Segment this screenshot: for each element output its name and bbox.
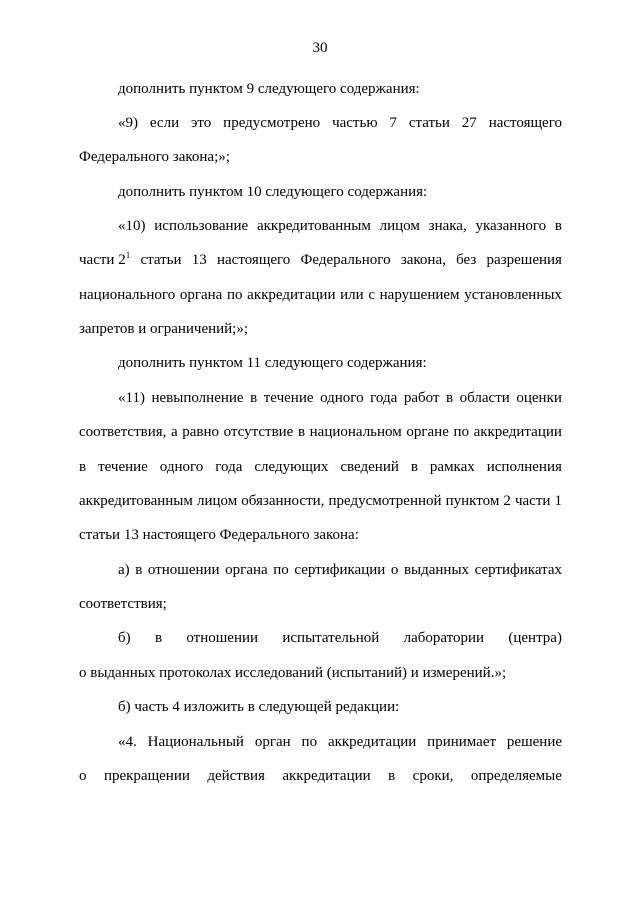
word: рамках	[429, 459, 475, 475]
word: «4.	[118, 734, 137, 750]
word: настоящего	[488, 115, 562, 131]
word: течение	[263, 390, 314, 406]
word: аккредитованным	[256, 218, 371, 234]
word: соответствия,	[79, 424, 167, 440]
word: 2	[503, 493, 511, 509]
word: органа	[179, 287, 223, 303]
paragraph-line: соответствия;	[79, 596, 167, 612]
word: без	[456, 252, 477, 268]
word: года	[215, 459, 243, 475]
word: отсутствие	[223, 424, 294, 440]
word: сроки,	[412, 768, 454, 784]
word: в	[297, 424, 306, 440]
word: органа	[225, 562, 268, 578]
paragraph-line	[79, 423, 562, 441]
paragraph-line: запретов и ограничений;»;	[79, 321, 249, 337]
paragraph-line	[79, 251, 562, 269]
word: если	[149, 115, 180, 131]
paragraph-line	[118, 733, 562, 751]
word: части	[514, 493, 551, 509]
word: указанного	[475, 218, 547, 234]
word: аккредитованным	[79, 493, 193, 509]
word: аккредитации	[282, 768, 371, 784]
word: статьи	[408, 115, 450, 131]
word: одного	[320, 390, 364, 406]
word: национального	[79, 287, 176, 303]
word: года	[370, 390, 398, 406]
word: Национальный	[147, 734, 244, 750]
word: разрешения	[486, 252, 562, 268]
word: а)	[118, 562, 130, 578]
paragraph-line	[118, 629, 562, 647]
word: статьи	[140, 252, 182, 268]
word: прекращении	[103, 768, 190, 784]
word: решение	[506, 734, 562, 750]
paragraph-line	[118, 217, 562, 235]
superscript: 1	[125, 250, 131, 260]
word: отношении	[147, 562, 220, 578]
page-number: 30	[312, 40, 328, 56]
paragraph-line: Федерального закона;»;	[79, 149, 230, 165]
word: по	[301, 734, 318, 750]
word: установленных	[464, 287, 562, 303]
word: следующих	[254, 459, 329, 475]
word: лаборатории	[403, 630, 485, 646]
word: испытательной	[282, 630, 380, 646]
word: предусмотренной	[328, 493, 442, 509]
word: области	[459, 390, 510, 406]
word: в	[410, 459, 418, 475]
word: «11)	[118, 390, 145, 406]
word: сертификатах	[474, 562, 562, 578]
word: по	[226, 287, 243, 303]
paragraph-line	[118, 114, 562, 132]
word: а	[170, 424, 178, 440]
word: течение	[98, 459, 148, 475]
word: использование	[154, 218, 249, 234]
word: о	[79, 768, 87, 784]
word: в	[135, 562, 143, 578]
word: аккредитации	[473, 424, 562, 440]
word: сертификации	[294, 562, 386, 578]
paragraph-line: статьи 13 настоящего Федерального закона:	[79, 527, 359, 543]
word: орган	[254, 734, 291, 750]
word: о	[390, 562, 399, 578]
word: знака,	[428, 218, 467, 234]
word: с	[368, 287, 375, 303]
word: частью	[332, 115, 378, 131]
word: невыполнение	[151, 390, 244, 406]
word: национальном	[309, 424, 402, 440]
word: в	[446, 390, 454, 406]
word: оценки	[516, 390, 562, 406]
word: отношении	[186, 630, 259, 646]
word: «9)	[118, 115, 138, 131]
word: работ	[403, 390, 440, 406]
word: аккредитации	[247, 287, 336, 303]
word: обязанности,	[241, 493, 325, 509]
word: аккредитации	[327, 734, 417, 750]
word: в	[154, 630, 163, 646]
word: сведений	[340, 459, 399, 475]
word: нарушением	[379, 287, 460, 303]
paragraph-line	[118, 561, 562, 579]
paragraph-line	[79, 286, 562, 304]
word: (центра)	[508, 630, 562, 646]
word: действия	[207, 768, 265, 784]
word: 7	[389, 115, 397, 131]
paragraph-line	[79, 458, 562, 476]
word: «10)	[118, 218, 146, 234]
paragraph-line: о выданных протоколах исследований (испытаний) и измерений.»;	[79, 665, 507, 681]
word: или	[340, 287, 364, 303]
paragraph-line	[79, 767, 562, 785]
text-fragment: части 2	[79, 252, 126, 268]
word: это	[190, 115, 212, 131]
word: Федерального	[300, 252, 391, 268]
word: определяемые	[470, 768, 562, 784]
paragraph-line: дополнить пунктом 10 следующего содержания:	[118, 184, 428, 200]
word: в	[388, 768, 396, 784]
word: предусмотрено	[223, 115, 321, 131]
word: в	[554, 218, 562, 234]
paragraph-line: дополнить пунктом 11 следующего содержания:	[118, 355, 427, 371]
word: лицом	[196, 493, 238, 509]
word: по	[453, 424, 469, 440]
word: в	[250, 390, 258, 406]
paragraph-line: дополнить пунктом 9 следующего содержания:	[118, 81, 420, 97]
word: органе	[406, 424, 449, 440]
word: пунктом	[445, 493, 500, 509]
word: принимает	[427, 734, 497, 750]
word: 13	[191, 252, 207, 268]
paragraph-line	[79, 492, 562, 510]
text-fragment	[79, 251, 130, 269]
word: равно	[182, 424, 220, 440]
paragraph-line: б) часть 4 изложить в следующей редакции:	[118, 699, 400, 715]
word: выданных	[403, 562, 470, 578]
paragraph-line	[118, 389, 562, 407]
word: исполнения	[486, 459, 562, 475]
word: лицом	[379, 218, 420, 234]
word: одного	[159, 459, 204, 475]
word: по	[273, 562, 289, 578]
word: закона,	[400, 252, 446, 268]
word: 1	[554, 493, 562, 509]
word: в	[79, 459, 87, 475]
word: настоящего	[217, 252, 291, 268]
word: б)	[118, 630, 131, 646]
word: 27	[461, 115, 477, 131]
